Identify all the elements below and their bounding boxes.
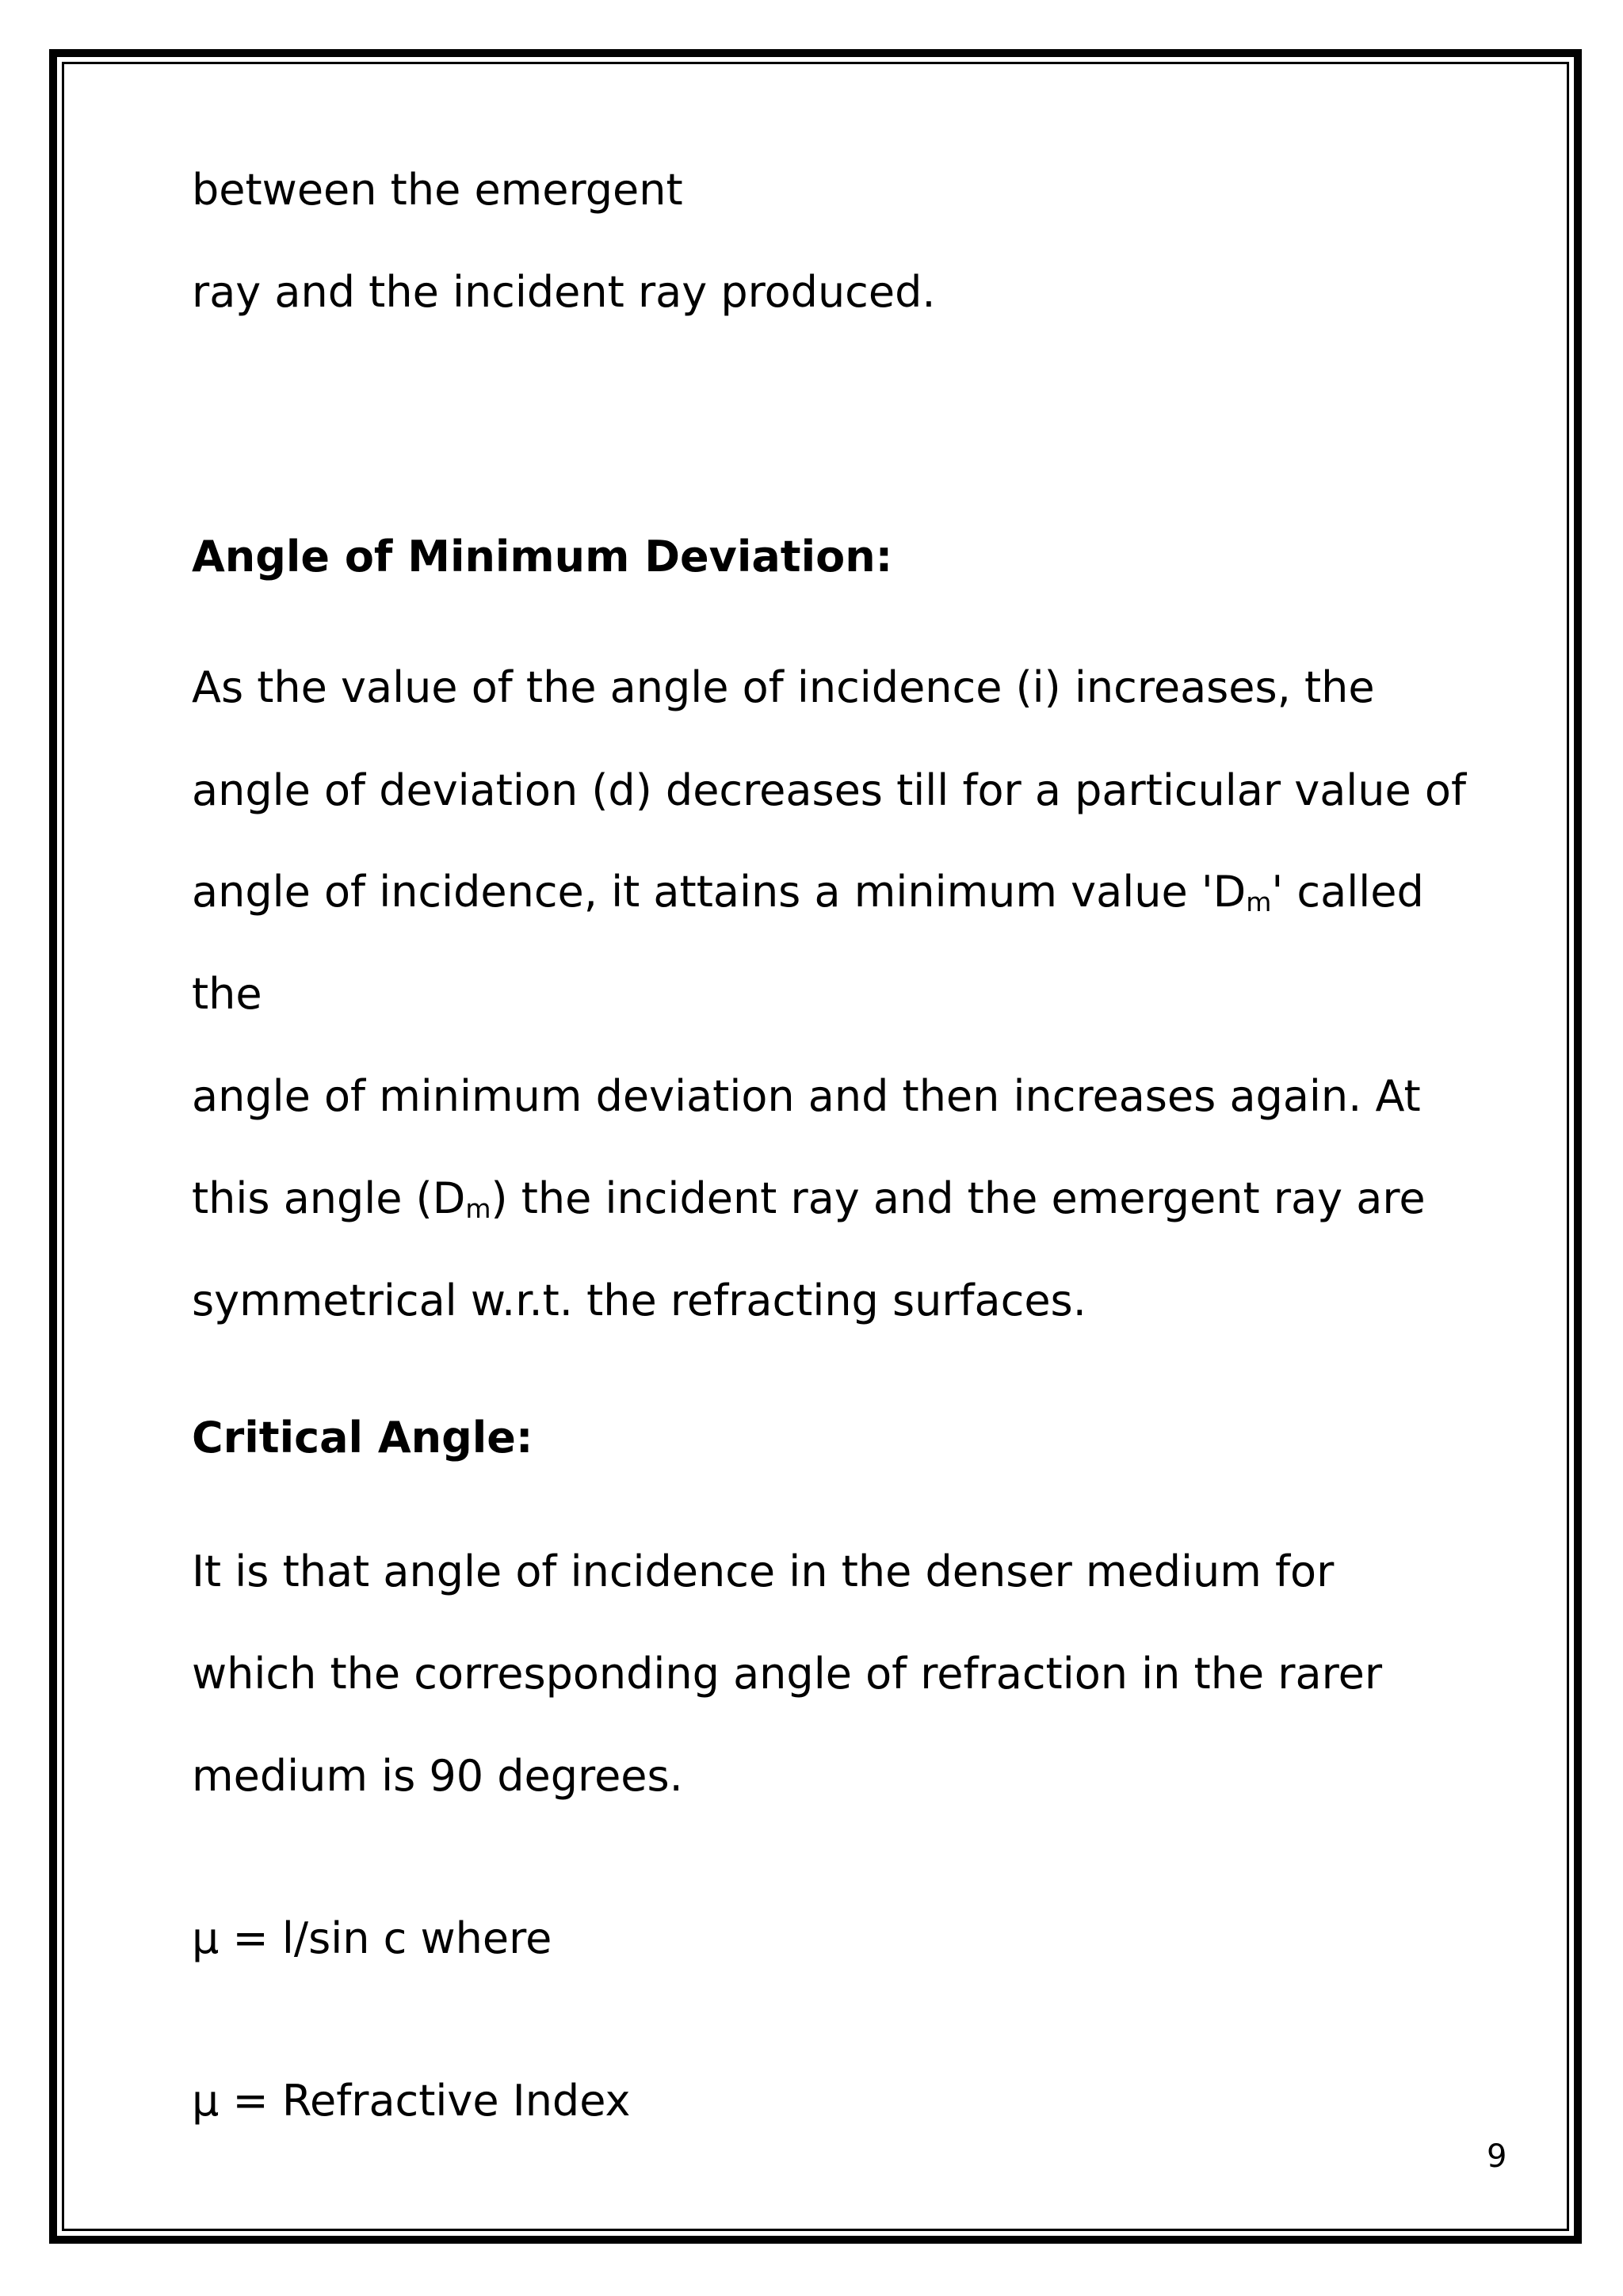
body-text-line: the [192, 969, 262, 1019]
body-text-line [192, 867, 1424, 928]
text-segment: this angle (D [192, 1173, 466, 1223]
body-text-line: angle of minimum deviation and then increases again. At [192, 1071, 1421, 1121]
body-text-line: ray and the incident ray produced. [192, 267, 936, 317]
body-text-line [192, 1173, 1426, 1234]
text-segment: ) the incident ray and the emergent ray are [491, 1173, 1426, 1223]
body-text-line: symmetrical w.r.t. the refracting surfaces. [192, 1276, 1086, 1325]
body-text-line: which the corresponding angle of refraction in the rarer [192, 1649, 1383, 1699]
subscript: m [465, 1193, 491, 1224]
formula-line: μ = l/sin c where [192, 1913, 552, 1963]
text-segment: ' called [1271, 867, 1424, 917]
formula-definition-line: μ = Refractive Index [192, 2076, 631, 2126]
section-heading-minimum-deviation: Angle of Minimum Deviation: [192, 532, 893, 582]
body-text-line: angle of deviation (d) decreases till for a particular value of [192, 765, 1466, 815]
body-text-line: As the value of the angle of incidence (i) increases, the [192, 662, 1375, 712]
page-border-inner [62, 62, 1569, 2231]
page-number: 9 [1487, 2138, 1507, 2175]
text-segment: angle of incidence, it attains a minimum value 'D [192, 867, 1247, 917]
body-text-line: medium is 90 degrees. [192, 1751, 683, 1801]
body-text-line: It is that angle of incidence in the denser medium for [192, 1547, 1335, 1596]
section-heading-critical-angle: Critical Angle: [192, 1413, 533, 1463]
body-text-line: between the emergent [192, 165, 683, 215]
subscript: m [1246, 887, 1272, 917]
